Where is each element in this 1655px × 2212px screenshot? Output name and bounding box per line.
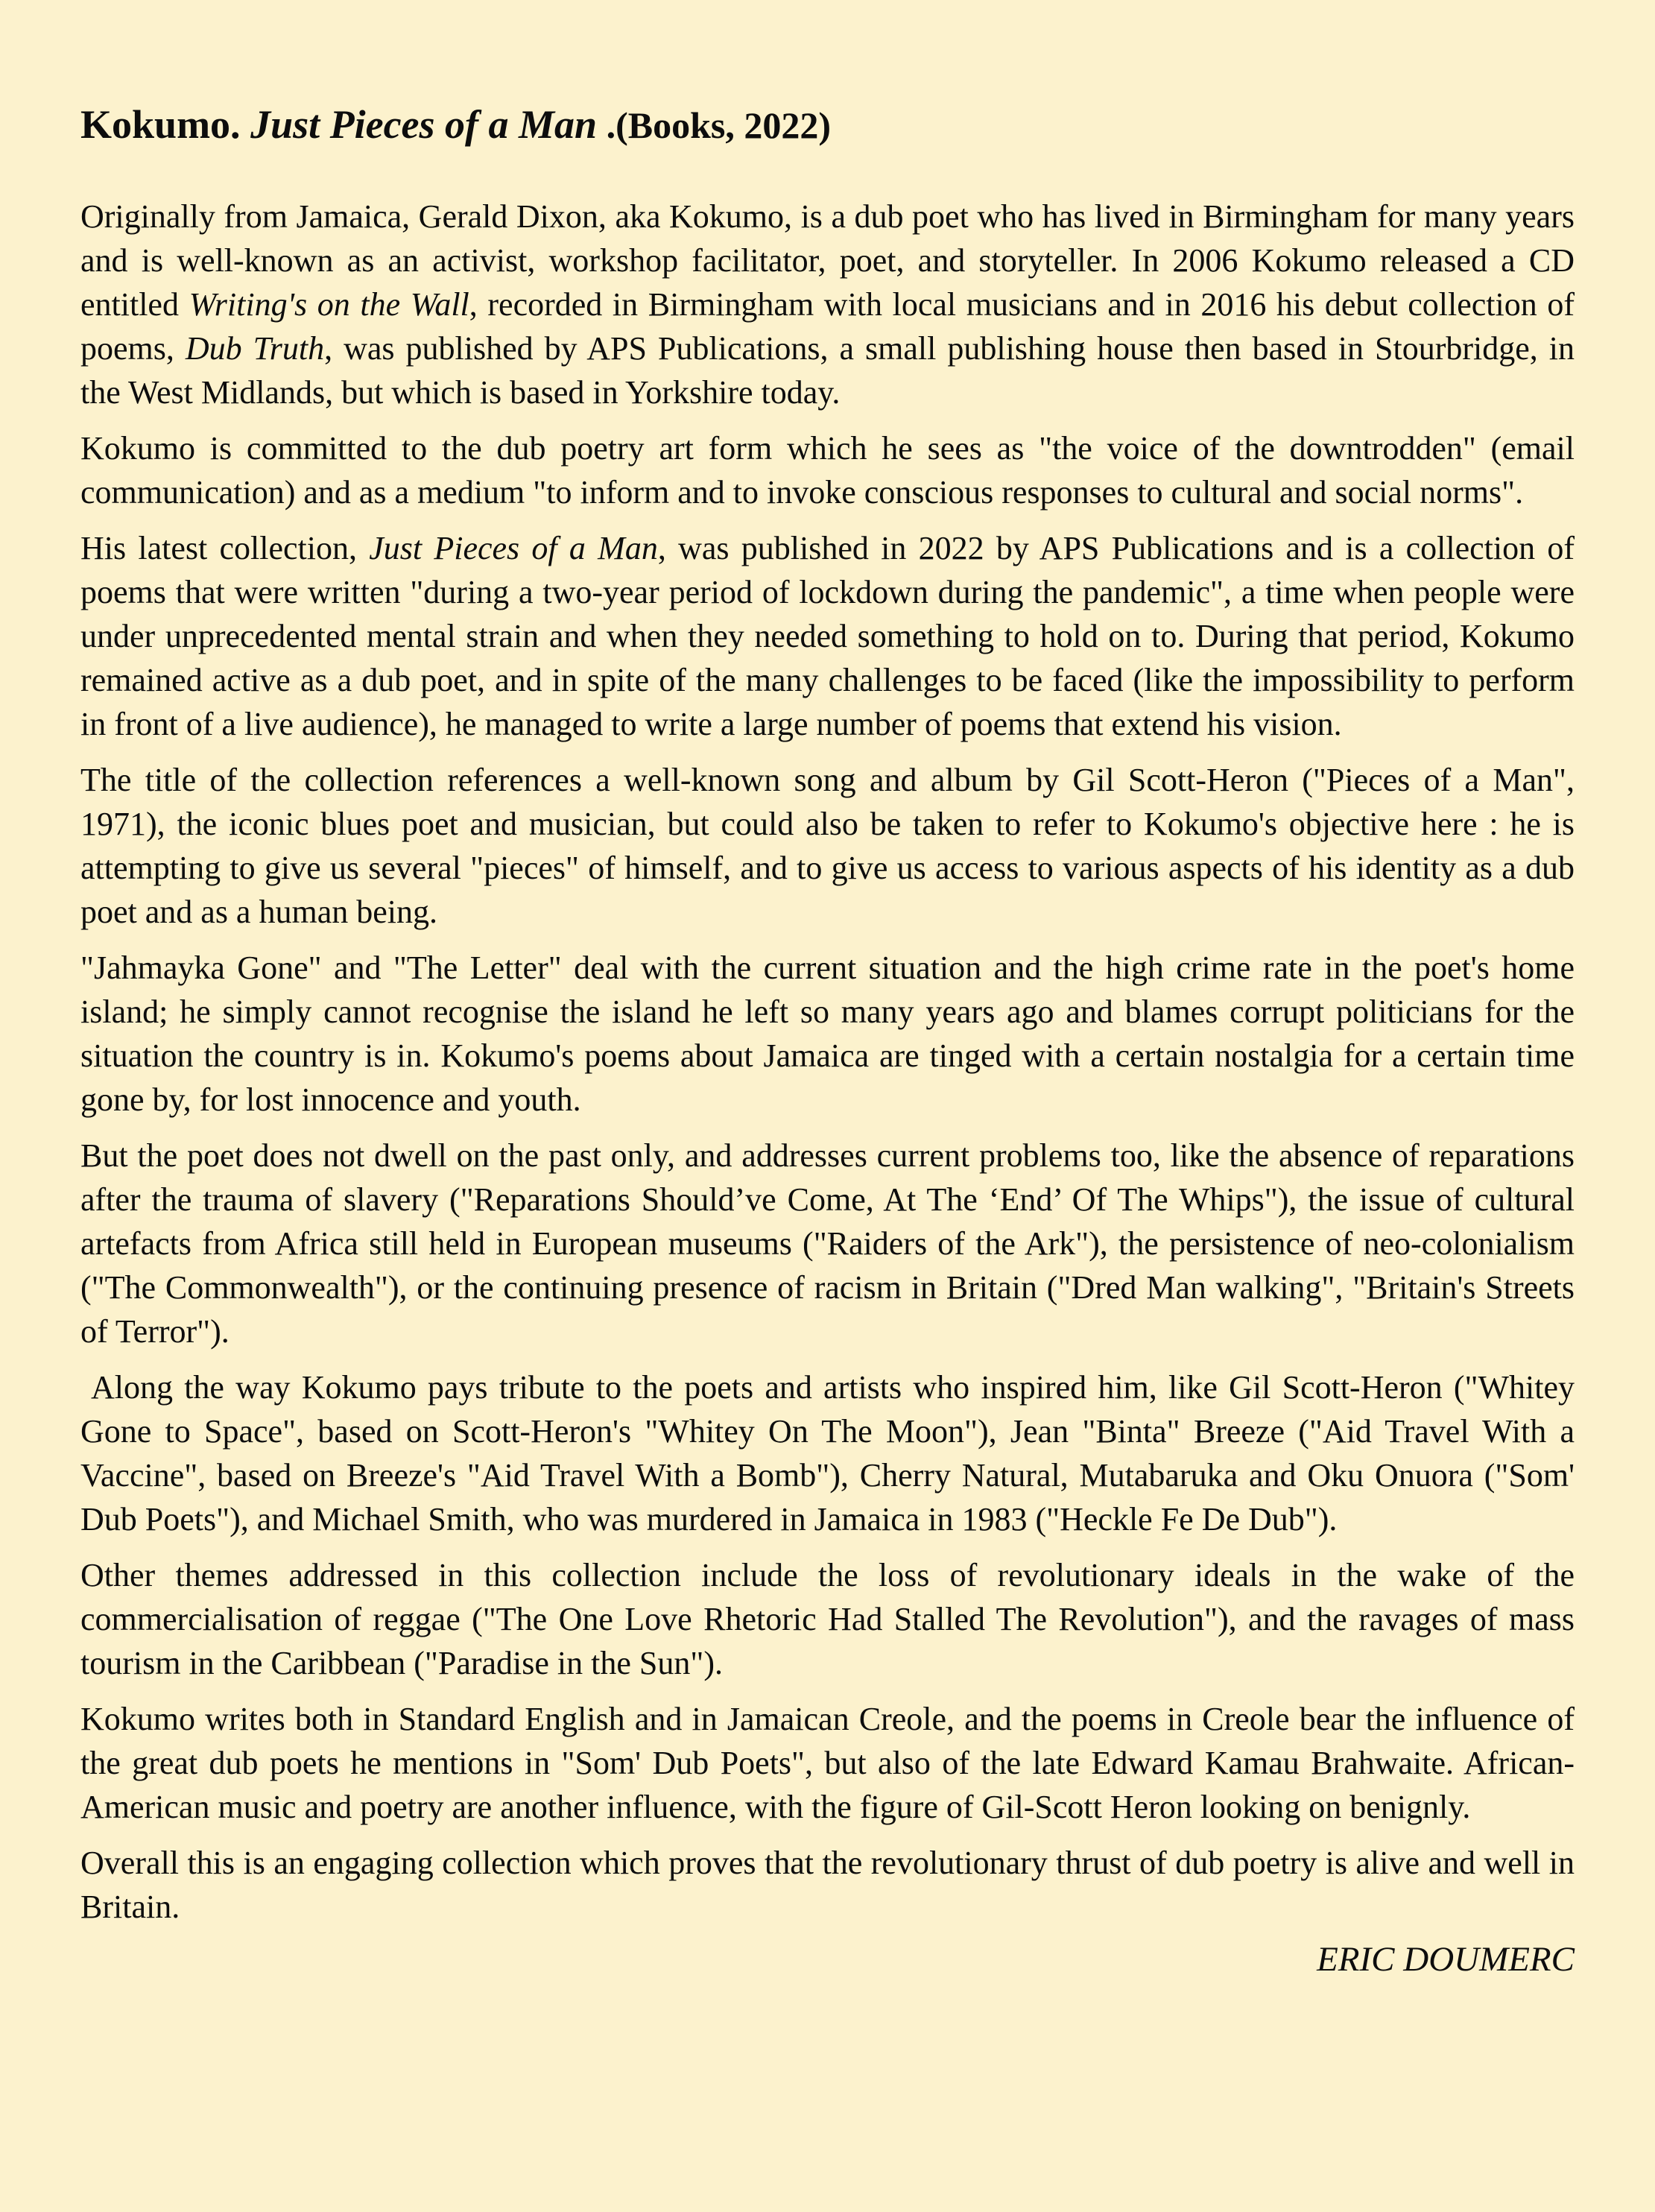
text-segment: Overall this is an engaging collection which proves that the revolutionary thrust of dub poetry is alive and well in Britain. — [80, 1845, 1575, 1926]
page-title — [80, 103, 1575, 147]
text-segment: Other themes addressed in this collection include the loss of revolutionary ideals in the wake of the commercialisation of reggae ("The One Love Rhetoric Had Stalled The Revolution"), and the ravages of mass tourism in the Caribbean ("Paradise in the Sun"). — [80, 1557, 1575, 1682]
text-segment: , was published by APS Publications, a small publishing house then based in Stourbridge, in the West Midlands, but which is based in Yorkshire today. — [80, 330, 1575, 411]
text-segment: , recorded in Birmingham with local musicians and in 2016 his debut collection of poems, — [80, 286, 1575, 367]
paragraph — [80, 1134, 1575, 1353]
paragraph — [80, 758, 1575, 934]
text-segment: Originally from Jamaica, Gerald Dixon, aka Kokumo, is a dub poet who has lived in Birmingham for many years and is well-known as an activist, workshop facilitator, poet, and storyteller. In 2006 Kokumo released a CD entitled — [80, 198, 1575, 323]
text-segment: Kokumo writes both in Standard English and in Jamaican Creole, and the poems in Creole bear the influence of the great dub poets he mentions in "Som' Dub Poets", but also of the late Edward Kamau Brahwaite. African-American music and poetry are another influence, with the figure of Gil-Scott Heron looking on benignly. — [80, 1701, 1575, 1826]
paragraph — [80, 1841, 1575, 1929]
text-segment: Along the way Kokumo pays tribute to the poets and artists who inspired him, like Gil Scott-Heron ("Whitey Gone to Space", based on Scott-Heron's "Whitey On The Moon"), Jean "Binta" Breeze ("Aid Travel With a Vaccine", based on Breeze's "Aid Travel With a Bomb"), Cherry Natural, Mutabaruka and Oku Onuora ("Som' Dub Poets"), and Michael Smith, who was murdered in Jamaica in 1983 ("Heckle Fe De Dub"). — [80, 1369, 1575, 1538]
paragraph — [80, 526, 1575, 746]
text-segment: The title of the collection references a well-known song and album by Gil Scott-Heron ("Pieces of a Man", 1971), the iconic blues poet and musician, but could also be taken to refer to Kokumo's objective here : he is attempting to give us several "pieces" of himself, and to give us access to various aspects of his identity as a dub poet and as a human being. — [80, 762, 1575, 931]
text-segment: , was published in 2022 by APS Publications and is a collection of poems that were written "during a two-year period of lockdown during the pandemic", a time when people were under unprecedented mental strain and when they needed something to hold on to. During that period, Kokumo remained active as a dub poet, and in spite of the many challenges to be faced (like the impossibility to perform in front of a live audience), he managed to write a large number of poems that extend his vision. — [80, 530, 1575, 743]
paragraph — [80, 1365, 1575, 1541]
paragraph — [80, 195, 1575, 414]
paragraph — [80, 1697, 1575, 1829]
text-segment: Kokumo is committed to the dub poetry art form which he sees as "the voice of the downtrodden" (email communication) and as a medium "to inform and to invoke conscious responses to cultural and social norms". — [80, 430, 1575, 511]
title-author: Kokumo. — [80, 102, 251, 147]
text-segment: But the poet does not dwell on the past only, and addresses current problems too, like the absence of reparations after the trauma of slavery ("Reparations Should’ve Come, At The ‘End’ Of The Whips"), the issue of cultural artefacts from Africa still held in European museums ("Raiders of the Ark"), the persistence of neo-colonialism ("The Commonwealth"), or the continuing presence of racism in Britain ("Dred Man walking", "Britain's Streets of Terror"). — [80, 1137, 1575, 1350]
title-edition-info: .(Books, 2022) — [597, 104, 831, 146]
italic-title-segment: Just Pieces of a Man — [369, 530, 658, 567]
paragraph — [80, 426, 1575, 514]
text-segment: "Jahmayka Gone" and "The Letter" deal with the current situation and the high crime rate in the poet's home island; he simply cannot recognise the island he left so many years ago and blames corrupt politicians for the situation the country is in. Kokumo's poems about Jamaica are tinged with a certain nostalgia for a certain time gone by, for lost innocence and youth. — [80, 949, 1575, 1119]
paragraph — [80, 1553, 1575, 1685]
italic-title-segment: Writing's on the Wall — [189, 286, 469, 323]
review-body — [80, 195, 1575, 1929]
title-book-name: Just Pieces of a Man — [250, 102, 598, 147]
italic-title-segment: Dub Truth — [185, 330, 325, 367]
text-segment: His latest collection, — [80, 530, 370, 567]
paragraph — [80, 946, 1575, 1122]
reviewer-signature: ERIC DOUMERC — [1317, 1940, 1575, 1979]
